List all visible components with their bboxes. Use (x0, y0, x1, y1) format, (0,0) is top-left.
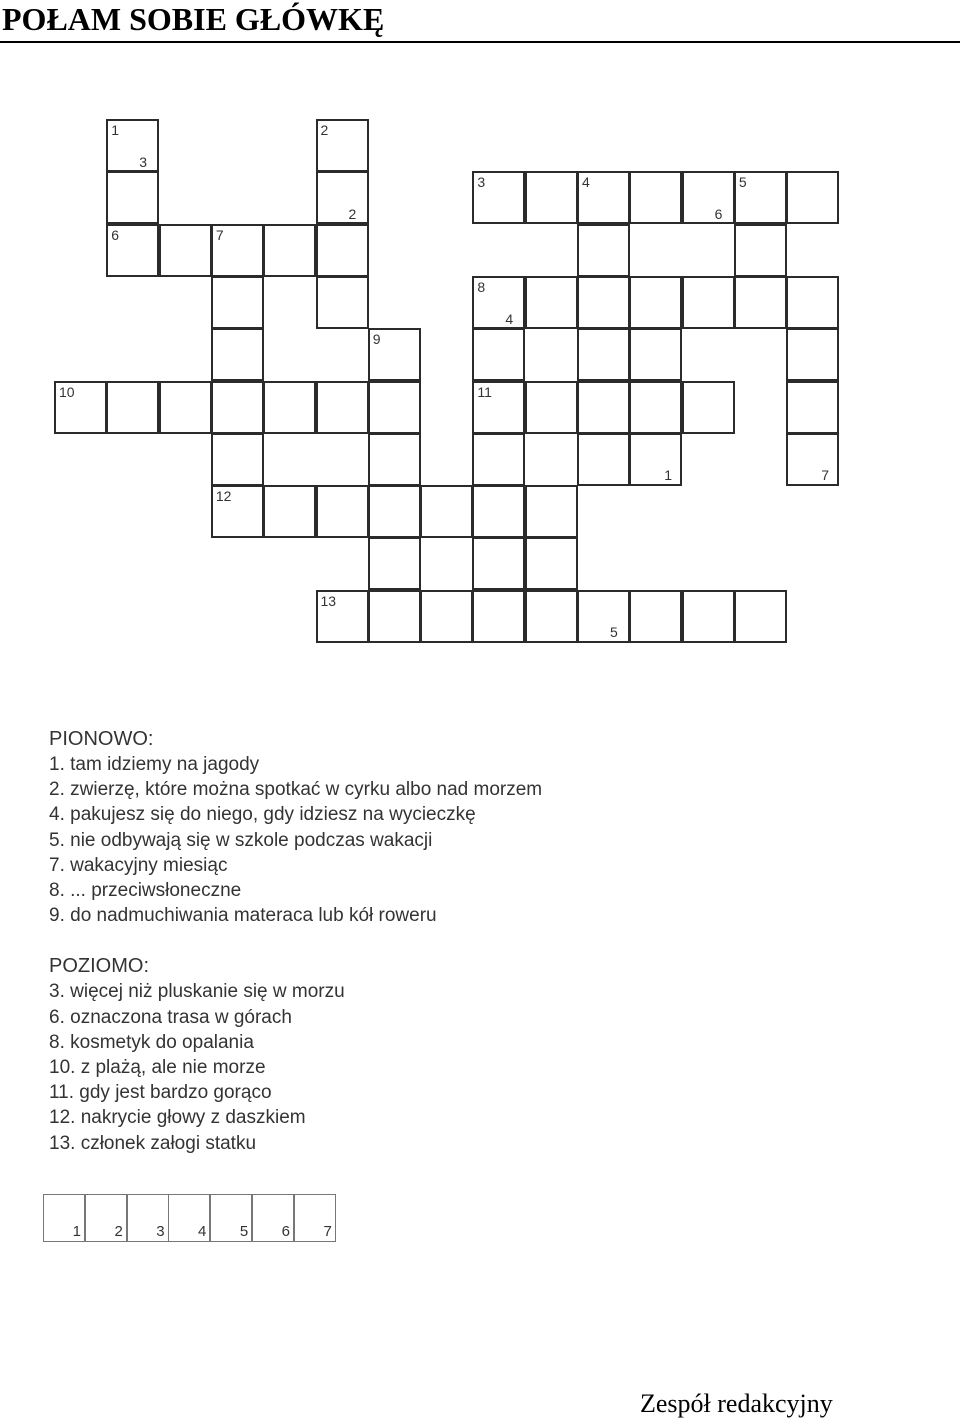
solution-box-number: 5 (239, 1223, 249, 1240)
across-clue: 13. członek załogi statku (49, 1132, 257, 1154)
crossword-cell[interactable] (525, 485, 578, 538)
crossword-cell[interactable] (211, 328, 264, 381)
crossword-cell[interactable] (629, 433, 682, 486)
crossword-cell[interactable] (577, 590, 630, 643)
solution-box[interactable] (85, 1194, 127, 1242)
crossword-cell[interactable] (211, 276, 264, 329)
down-clue: 5. nie odbywają się w szkole podczas wakacji (49, 829, 433, 851)
solution-letter-marker: 4 (505, 310, 514, 327)
crossword-cell[interactable] (472, 381, 525, 434)
crossword-cell[interactable] (577, 381, 630, 434)
crossword-grid (0, 0, 960, 700)
down-clue: 7. wakacyjny miesiąc (49, 854, 228, 876)
crossword-cell[interactable] (525, 381, 578, 434)
crossword-cell[interactable] (525, 171, 578, 224)
crossword-cell[interactable] (316, 171, 369, 224)
solution-letter-marker: 1 (664, 466, 673, 483)
crossword-cell[interactable] (525, 590, 578, 643)
solution-box-number: 3 (156, 1223, 165, 1240)
crossword-cell[interactable] (682, 276, 735, 329)
crossword-cell[interactable] (211, 433, 264, 486)
solution-box[interactable] (43, 1194, 85, 1242)
crossword-cell[interactable] (316, 276, 369, 329)
crossword-cell[interactable] (629, 328, 682, 381)
solution-letter-marker: 7 (821, 466, 829, 483)
crossword-cell[interactable] (577, 276, 630, 329)
across-clues-list (49, 979, 542, 1155)
crossword-cell[interactable] (734, 171, 787, 224)
solution-letter-marker: 2 (348, 206, 357, 223)
crossword-cell[interactable] (472, 537, 525, 590)
clue-number: 8 (477, 278, 486, 295)
solution-letter-marker: 3 (139, 154, 148, 170)
clue-number: 1 (111, 122, 120, 138)
crossword-cell[interactable] (472, 276, 525, 329)
crossword-cell[interactable] (786, 433, 839, 486)
down-heading: PIONOWO: (49, 728, 154, 750)
solution-box-number: 6 (281, 1223, 290, 1240)
clue-number: 2 (320, 122, 329, 138)
clue-number: 3 (477, 174, 486, 191)
solution-box-number: 1 (72, 1223, 81, 1240)
crossword-cell[interactable] (54, 381, 107, 434)
crossword-cell[interactable] (368, 433, 421, 486)
crossword-cell[interactable] (316, 119, 369, 172)
crossword-cell[interactable] (420, 485, 473, 538)
crossword-cell[interactable] (472, 433, 525, 486)
crossword-cell[interactable] (316, 224, 369, 277)
crossword-cell[interactable] (159, 381, 212, 434)
down-clue: 2. zwierzę, które można spotkać w cyrku albo nad morzem (49, 779, 543, 801)
crossword-cell[interactable] (159, 224, 212, 277)
across-clue: 6. oznaczona trasa w górach (49, 1006, 292, 1028)
crossword-cell[interactable] (263, 485, 316, 538)
clue-number: 13 (320, 592, 337, 609)
across-clue: 11. gdy jest bardzo gorąco (49, 1082, 272, 1104)
crossword-cell[interactable] (629, 276, 682, 329)
crossword-cell[interactable] (316, 381, 369, 434)
crossword-cell[interactable] (368, 590, 421, 643)
crossword-cell[interactable] (786, 381, 839, 434)
clue-number: 4 (582, 174, 590, 191)
crossword-cell[interactable] (786, 328, 839, 381)
across-clue: 12. nakrycie głowy z daszkiem (49, 1107, 306, 1129)
solution-box[interactable] (127, 1194, 169, 1242)
across-clue: 3. więcej niż pluskanie się w morzu (49, 981, 345, 1003)
crossword-cell[interactable] (106, 171, 159, 224)
solution-box-number: 2 (114, 1223, 123, 1240)
crossword-cell[interactable] (263, 224, 316, 277)
solution-box[interactable] (210, 1194, 252, 1242)
footer-author: Zespół redakcyjny (640, 1389, 833, 1418)
crossword-cell[interactable] (629, 590, 682, 643)
crossword-cell[interactable] (786, 276, 839, 329)
page-title: POŁAM SOBIE GŁÓWKĘ (2, 1, 385, 37)
crossword-cell[interactable] (786, 171, 839, 224)
clue-number: 11 (477, 383, 492, 400)
crossword-cell[interactable] (472, 171, 525, 224)
down-clue: 1. tam idziemy na jagody (49, 754, 260, 775)
solution-box-number: 7 (323, 1223, 332, 1240)
crossword-cell[interactable] (368, 381, 421, 434)
crossword-cell[interactable] (682, 171, 735, 224)
crossword-cell[interactable] (577, 224, 630, 277)
clue-number: 12 (215, 488, 232, 505)
crossword-cell[interactable] (420, 590, 473, 643)
crossword-cell[interactable] (629, 381, 682, 434)
crossword-cell[interactable] (472, 590, 525, 643)
crossword-cell[interactable] (211, 485, 264, 538)
down-clue: 4. pakujesz się do niego, gdy idziesz na wycieczkę (49, 804, 476, 826)
solution-letter-marker: 5 (610, 623, 618, 640)
clues-spacer (49, 928, 542, 954)
crossword-cell[interactable] (368, 537, 421, 590)
solution-box-number: 4 (198, 1223, 207, 1240)
down-clues-list (49, 752, 542, 928)
crossword-cell[interactable] (106, 224, 159, 277)
clue-number: 7 (215, 226, 224, 243)
crossword-cell[interactable] (368, 485, 421, 538)
across-heading: POZIOMO: (49, 955, 149, 978)
crossword-cell[interactable] (734, 276, 787, 329)
across-clue: 10. z plażą, ale nie morze (49, 1057, 266, 1079)
crossword-cell[interactable] (211, 381, 264, 434)
crossword-cell[interactable] (472, 328, 525, 381)
down-clue: 9. do nadmuchiwania materaca lub kół roweru (49, 905, 437, 927)
crossword-cell[interactable] (316, 590, 369, 643)
crossword-cell[interactable] (263, 381, 316, 434)
clue-number: 10 (59, 383, 75, 400)
crossword-cell[interactable] (211, 224, 264, 277)
solution-letter-marker: 6 (714, 206, 723, 223)
solution-box[interactable] (294, 1194, 336, 1242)
crossword-cell[interactable] (106, 119, 159, 172)
solution-box[interactable] (252, 1194, 294, 1242)
down-clue: 8. ... przeciwsłoneczne (49, 880, 242, 902)
solution-box[interactable] (168, 1194, 210, 1242)
crossword-cell[interactable] (734, 590, 787, 643)
crossword-cell[interactable] (577, 171, 630, 224)
crossword-cell[interactable] (525, 276, 578, 329)
across-clue: 8. kosmetyk do opalania (49, 1031, 254, 1053)
crossword-cell[interactable] (577, 433, 630, 486)
clue-number: 5 (738, 174, 747, 191)
crossword-cell[interactable] (577, 328, 630, 381)
crossword-cell[interactable] (629, 171, 682, 224)
clues-section (49, 727, 542, 1156)
crossword-cell[interactable] (682, 381, 735, 434)
crossword-cell[interactable] (368, 328, 421, 381)
crossword-cell[interactable] (682, 590, 735, 643)
clue-number: 6 (111, 226, 120, 243)
crossword-cell[interactable] (316, 485, 369, 538)
crossword-cell[interactable] (472, 485, 525, 538)
crossword-cell[interactable] (106, 381, 159, 434)
crossword-cell[interactable] (734, 224, 787, 277)
clue-number: 9 (372, 331, 381, 348)
crossword-cell[interactable] (525, 537, 578, 590)
